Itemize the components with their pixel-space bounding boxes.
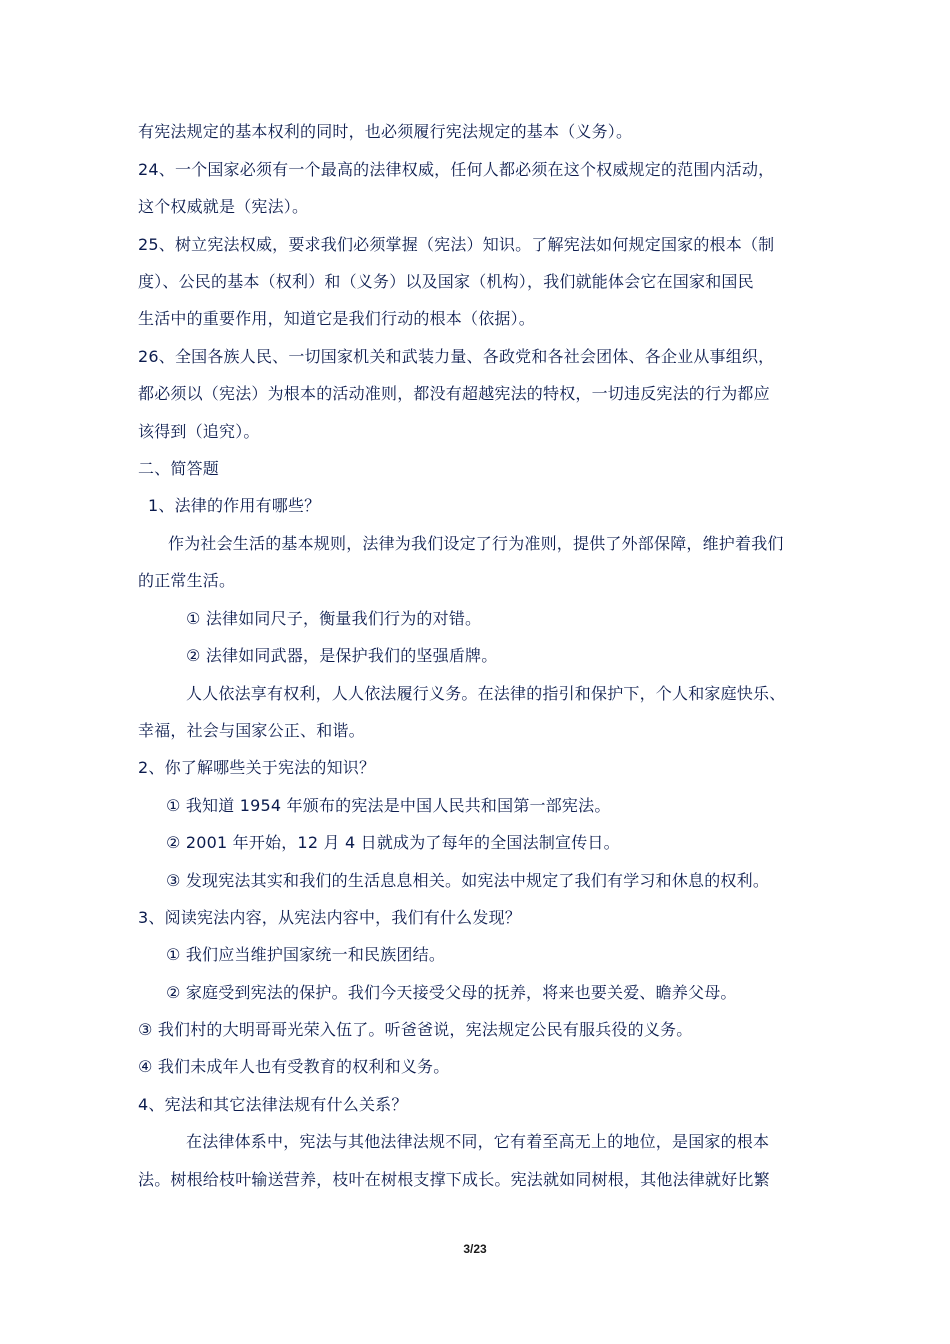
text-line: 24、一个国家必须有一个最高的法律权威，任何人都必须在这个权威规定的范围内活动， xyxy=(138,160,775,179)
text-line: 这个权威就是（宪法）。 xyxy=(138,197,309,216)
text-line: 法。树根给枝叶输送营养，枝叶在树根支撑下成长。宪法就如同树根，其他法律就好比繁 xyxy=(138,1170,770,1189)
list-item: ④ 我们未成年人也有受教育的权利和义务。 xyxy=(138,1057,450,1076)
text-line: 生活中的重要作用，知道它是我们行动的根本（依据）。 xyxy=(138,309,536,328)
text-line: 有宪法规定的基本权利的同时，也必须履行宪法规定的基本（义务）。 xyxy=(138,122,633,141)
list-item: ① 我们应当维护国家统一和民族团结。 xyxy=(166,945,446,964)
text-line: 都必须以（宪法）为根本的活动准则，都没有超越宪法的特权，一切违反宪法的行为都应 xyxy=(138,384,770,403)
list-item: ③ 我们村的大明哥哥光荣入伍了。听爸爸说，宪法规定公民有服兵役的义务。 xyxy=(138,1020,693,1039)
list-item: ② 家庭受到宪法的保护。我们今天接受父母的抚养，将来也要关爱、瞻养父母。 xyxy=(166,983,737,1002)
text-line: 作为社会生活的基本规则，法律为我们设定了行为准则，提供了外部保障，维护着我们 xyxy=(168,534,784,553)
text-line: 在法律体系中，宪法与其他法律法规不同，它有着至高无上的地位，是国家的根本 xyxy=(186,1132,770,1151)
list-item: ② 法律如同武器，是保护我们的坚强盾牌。 xyxy=(186,646,498,665)
text-line: 人人依法享有权利，人人依法履行义务。在法律的指引和保护下，个人和家庭快乐、 xyxy=(186,684,786,703)
question-heading: 2、你了解哪些关于宪法的知识？ xyxy=(138,758,376,777)
text-line: 该得到（追究）。 xyxy=(138,422,260,441)
question-heading: 4、宪法和其它法律法规有什么关系？ xyxy=(138,1095,408,1114)
section-heading: 二、简答题 xyxy=(138,459,220,478)
text-line: 26、全国各族人民、一切国家机关和武装力量、各政党和各社会团体、各企业从事组织， xyxy=(138,347,775,366)
page-number: 3/23 xyxy=(463,1242,487,1256)
list-item: ③ 发现宪法其实和我们的生活息息相关。如宪法中规定了我们有学习和休息的权利。 xyxy=(166,871,770,890)
list-item: ① 法律如同尺子，衡量我们行为的对错。 xyxy=(186,609,482,628)
list-item: ② 2001 年开始，12 月 4 日就成为了每年的全国法制宣传日。 xyxy=(166,833,620,852)
question-heading: 3、阅读宪法内容，从宪法内容中，我们有什么发现？ xyxy=(138,908,521,927)
text-line: 幸福，社会与国家公正、和谐。 xyxy=(138,721,365,740)
question-heading: 1、法律的作用有哪些？ xyxy=(148,496,321,515)
list-item: ① 我知道 1954 年颁布的宪法是中国人民共和国第一部宪法。 xyxy=(166,796,611,815)
text-line: 25、树立宪法权威，要求我们必须掌握（宪法）知识。了解宪法如何规定国家的根本（制 xyxy=(138,235,775,254)
text-line: 的正常生活。 xyxy=(138,571,236,590)
text-line: 度）、公民的基本（权利）和（义务）以及国家（机构），我们就能体会它在国家和国民 xyxy=(138,272,754,291)
